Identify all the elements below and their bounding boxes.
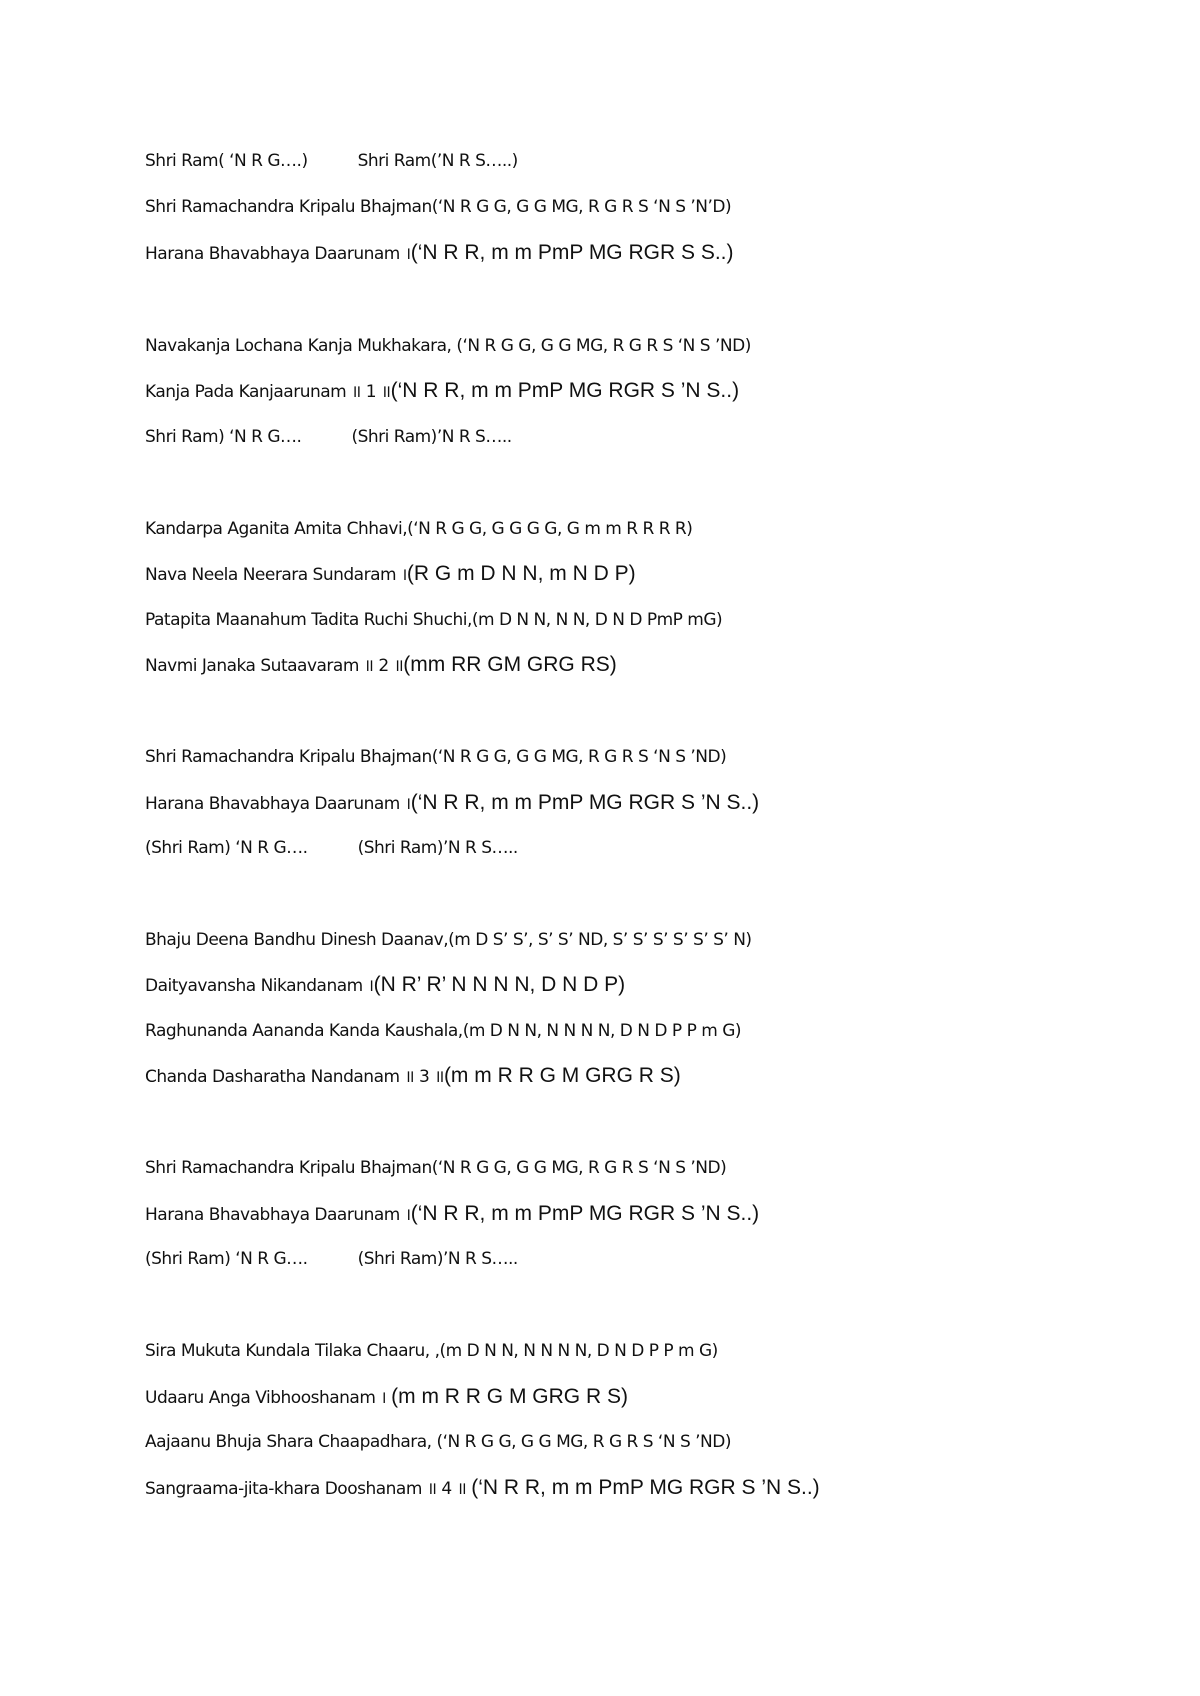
swara-notation: (N R’ R’ N N N N, D N D P) [373,973,626,996]
lyric-line [145,376,739,406]
lyric-text: Shri Ram( ‘N R G….) [145,151,308,171]
lyric-line [145,605,722,635]
lyric-line [145,1244,518,1274]
swara-notation: (m D S’ S’, S’ S’ ND, S’ S’ S’ S’ S’ S’ N) [448,930,752,950]
lyric-text: Shri Ram) ‘N R G…. [145,427,302,447]
swara-notation: (‘N R G G, G G MG, R G R S ‘N S ’N’D) [431,197,732,217]
lyric-text: Aajaanu Bhuja Shara Chaapadhara, [145,1432,437,1452]
lyric-text: (Shri Ram)’N R S….. [357,838,518,858]
lyric-line [145,1016,741,1046]
lyric-text: Kandarpa Aganita Amita Chhavi, [145,519,408,539]
lyric-line [145,422,512,452]
lyric-text: Harana Bhavabhaya Daarunam । [145,244,411,264]
lyric-line [145,331,751,361]
lyric-line [145,146,518,176]
lyric-line [145,1061,681,1091]
lyric-text: Daityavansha Nikandanam । [145,976,374,996]
lyric-line [145,788,759,818]
lyric-text: Raghunanda Aananda Kanda Kaushala, [145,1021,463,1041]
lyric-text: Udaaru Anga Vibhooshanam । [145,1388,392,1408]
swara-notation: (m D N N, N N N N, D N D P P m G) [439,1341,718,1361]
swara-notation: (m m R R G M GRG R S) [443,1064,681,1087]
swara-notation: (‘N R R, m m PmP MG RGR S ’N S..) [471,1476,820,1499]
lyric-text: Shri Ramachandra Kripalu Bhajman [145,747,432,767]
lyric-line [145,192,731,222]
lyric-text: Bhaju Deena Bandhu Dinesh Daanav, [145,930,449,950]
lyric-line [145,833,518,863]
lyric-line [145,1473,820,1503]
swara-notation: (‘N R R, m m PmP MG RGR S S..) [410,241,734,264]
swara-notation: (m D N N, N N N N, D N D P P m G) [462,1021,741,1041]
swara-notation: (m m R R G M GRG R S) [391,1385,628,1408]
lyric-text: Sangraama-jita-khara Dooshanam ॥ 4 ॥ [145,1479,472,1499]
lyric-text: Navakanja Lochana Kanja Mukhakara, [145,336,457,356]
lyric-line [145,559,636,589]
swara-notation: (‘N R G G, G G MG, R G R S ‘N S ’ND) [431,747,727,767]
lyric-line [145,925,752,955]
lyric-line [145,1153,726,1183]
swara-notation: (‘N R R, m m PmP MG RGR S ’N S..) [410,1202,760,1225]
swara-notation: (‘N R R, m m PmP MG RGR S ’N S..) [390,379,740,402]
lyric-text: Shri Ramachandra Kripalu Bhajman [145,197,432,217]
lyric-line [145,1382,628,1412]
swara-notation: (‘N R R, m m PmP MG RGR S ’N S..) [410,791,760,814]
lyric-line [145,742,726,772]
lyric-text: Shri Ramachandra Kripalu Bhajman [145,1158,432,1178]
swara-notation: (‘N R G G, G G MG, R G R S ‘N S ’ND) [436,1432,731,1452]
swara-notation: (mm RR GM GRG RS) [403,653,617,676]
lyric-text: (Shri Ram) ‘N R G…. [145,838,308,858]
lyric-text: Kanja Pada Kanjaarunam ॥ 1 ॥ [145,382,391,402]
lyric-text: Sira Mukuta Kundala Tilaka Chaaru, , [145,1341,440,1361]
lyric-text: Nava Neela Neerara Sundaram । [145,565,407,585]
swara-notation: (‘N R G G, G G MG, R G R S ‘N S ’ND) [431,1158,727,1178]
lyric-line [145,1427,731,1457]
swara-notation: (‘N R G G, G G G G, G m m R R R R) [407,519,693,539]
lyric-line [145,1199,759,1229]
lyric-text: Harana Bhavabhaya Daarunam । [145,1205,411,1225]
lyric-line [145,650,617,680]
lyric-text: (Shri Ram) ‘N R G…. [145,1249,308,1269]
lyric-line [145,1336,718,1366]
lyric-text: Shri Ram(’N R S…..) [357,151,518,171]
lyric-text: (Shri Ram)’N R S….. [357,1249,518,1269]
swara-notation: (‘N R G G, G G MG, R G R S ‘N S ’ND) [456,336,751,356]
lyric-line [145,238,734,268]
swara-notation: (R G m D N N, m N D P) [406,562,636,585]
lyric-text: (Shri Ram)’N R S….. [351,427,512,447]
lyric-text: Navmi Janaka Sutaavaram ॥ 2 ॥ [145,656,404,676]
lyric-text: Harana Bhavabhaya Daarunam । [145,794,411,814]
lyric-text: Chanda Dasharatha Nandanam ॥ 3 ॥ [145,1067,444,1087]
lyric-line [145,970,625,1000]
lyric-text: Patapita Maanahum Tadita Ruchi Shuchi, [145,610,472,630]
lyric-line [145,514,692,544]
swara-notation: (m D N N, N N, D N D PmP mG) [471,610,723,630]
